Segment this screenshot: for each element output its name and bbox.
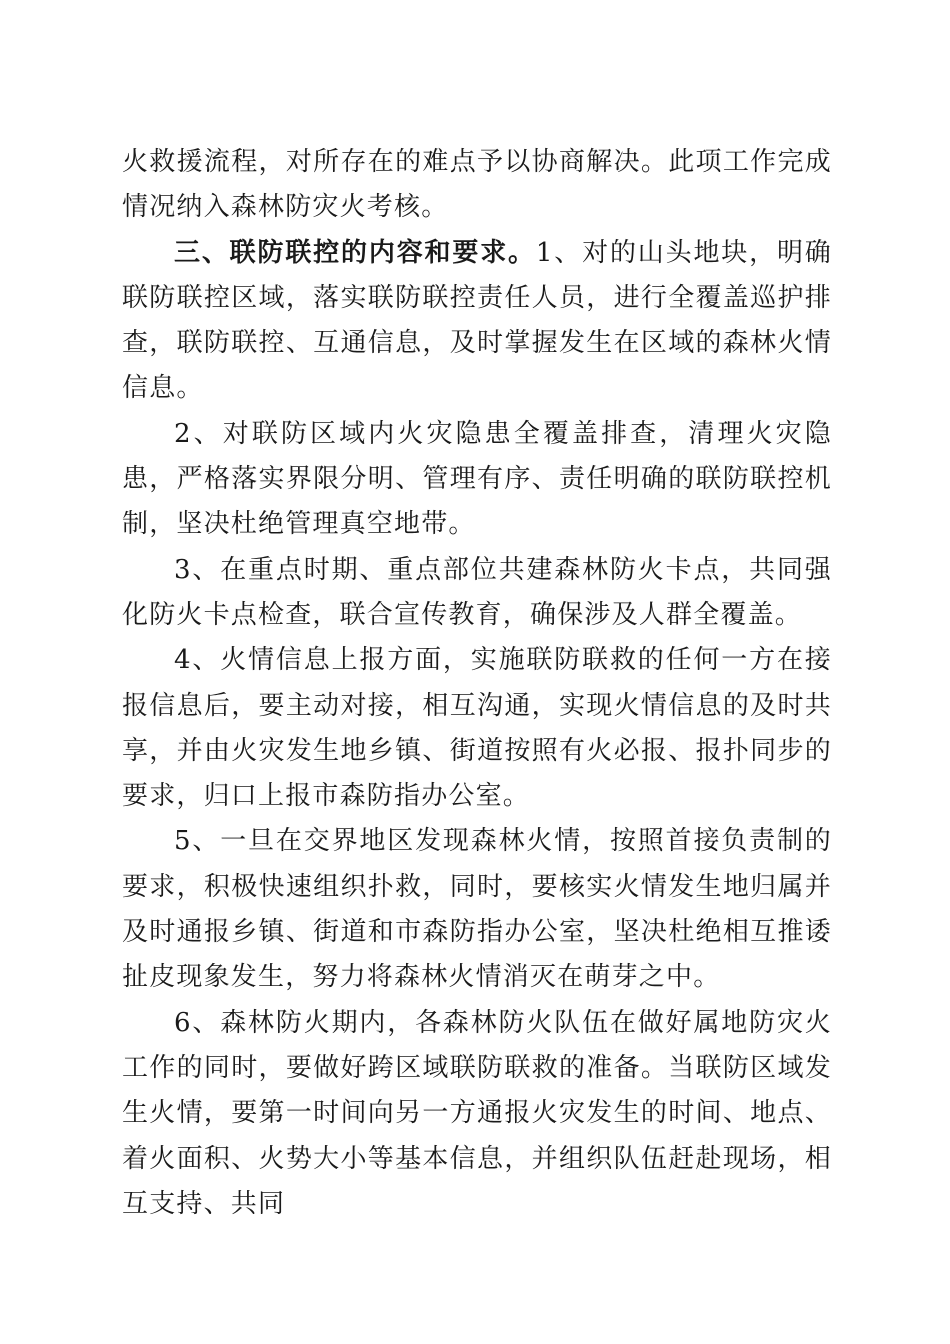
paragraph-item-3 <box>122 548 832 639</box>
paragraph-text: 6、森林防火期内，各森林防火队伍在做好属地防灾火工作的同时，要做好跨区域联防联救的准备。当联防区域发生火情，要第一时间向另一方通报火灾发生的时间、地点、着火面积、火势大小等基本信息，并组织队伍赶赴现场，相互支持、共同 <box>122 1007 832 1219</box>
paragraph-text: 4、火情信息上报方面，实施联防联救的任何一方在接报信息后，要主动对接，相互沟通，实现火情信息的及时共享，并由火灾发生地乡镇、街道按照有火必报、报扑同步的要求，归口上报市森防指办公室。 <box>122 645 832 812</box>
paragraph-text: 火救援流程，对所存在的难点予以协商解决。此项工作完成情况纳入森林防灾火考核。 <box>122 147 832 223</box>
paragraph-text: 1、对的山头地块，明确联防联控区域，落实联防联控责任人员，进行全覆盖巡护排查，联防联控、互通信息，及时掌握发生在区域的森林火情信息。 <box>122 237 832 404</box>
paragraph-text: 2、对联防区域内火灾隐患全覆盖排查，清理火灾隐患，严格落实界限分明、管理有序、责任明确的联防联控机制，坚决杜绝管理真空地带。 <box>122 418 832 540</box>
paragraph-item-6 <box>122 1001 832 1227</box>
paragraph-continuation <box>122 140 832 231</box>
section-heading: 三、联防联控的内容和要求。 <box>174 237 536 268</box>
paragraph-item-2 <box>122 412 832 548</box>
paragraph-item-5 <box>122 819 832 1000</box>
paragraph-section-three <box>122 231 832 412</box>
document-body <box>122 140 832 1227</box>
paragraph-text: 5、一旦在交界地区发现森林火情，按照首接负责制的要求，积极快速组织扑救，同时，要核实火情发生地归属并及时通报乡镇、街道和市森防指办公室，坚决杜绝相互推诿扯皮现象发生，努力将森林火情消灭在萌芽之中。 <box>122 826 832 993</box>
paragraph-item-4 <box>122 638 832 819</box>
paragraph-text: 3、在重点时期、重点部位共建森林防火卡点，共同强化防火卡点检查，联合宣传教育，确保涉及人群全覆盖。 <box>122 554 832 630</box>
